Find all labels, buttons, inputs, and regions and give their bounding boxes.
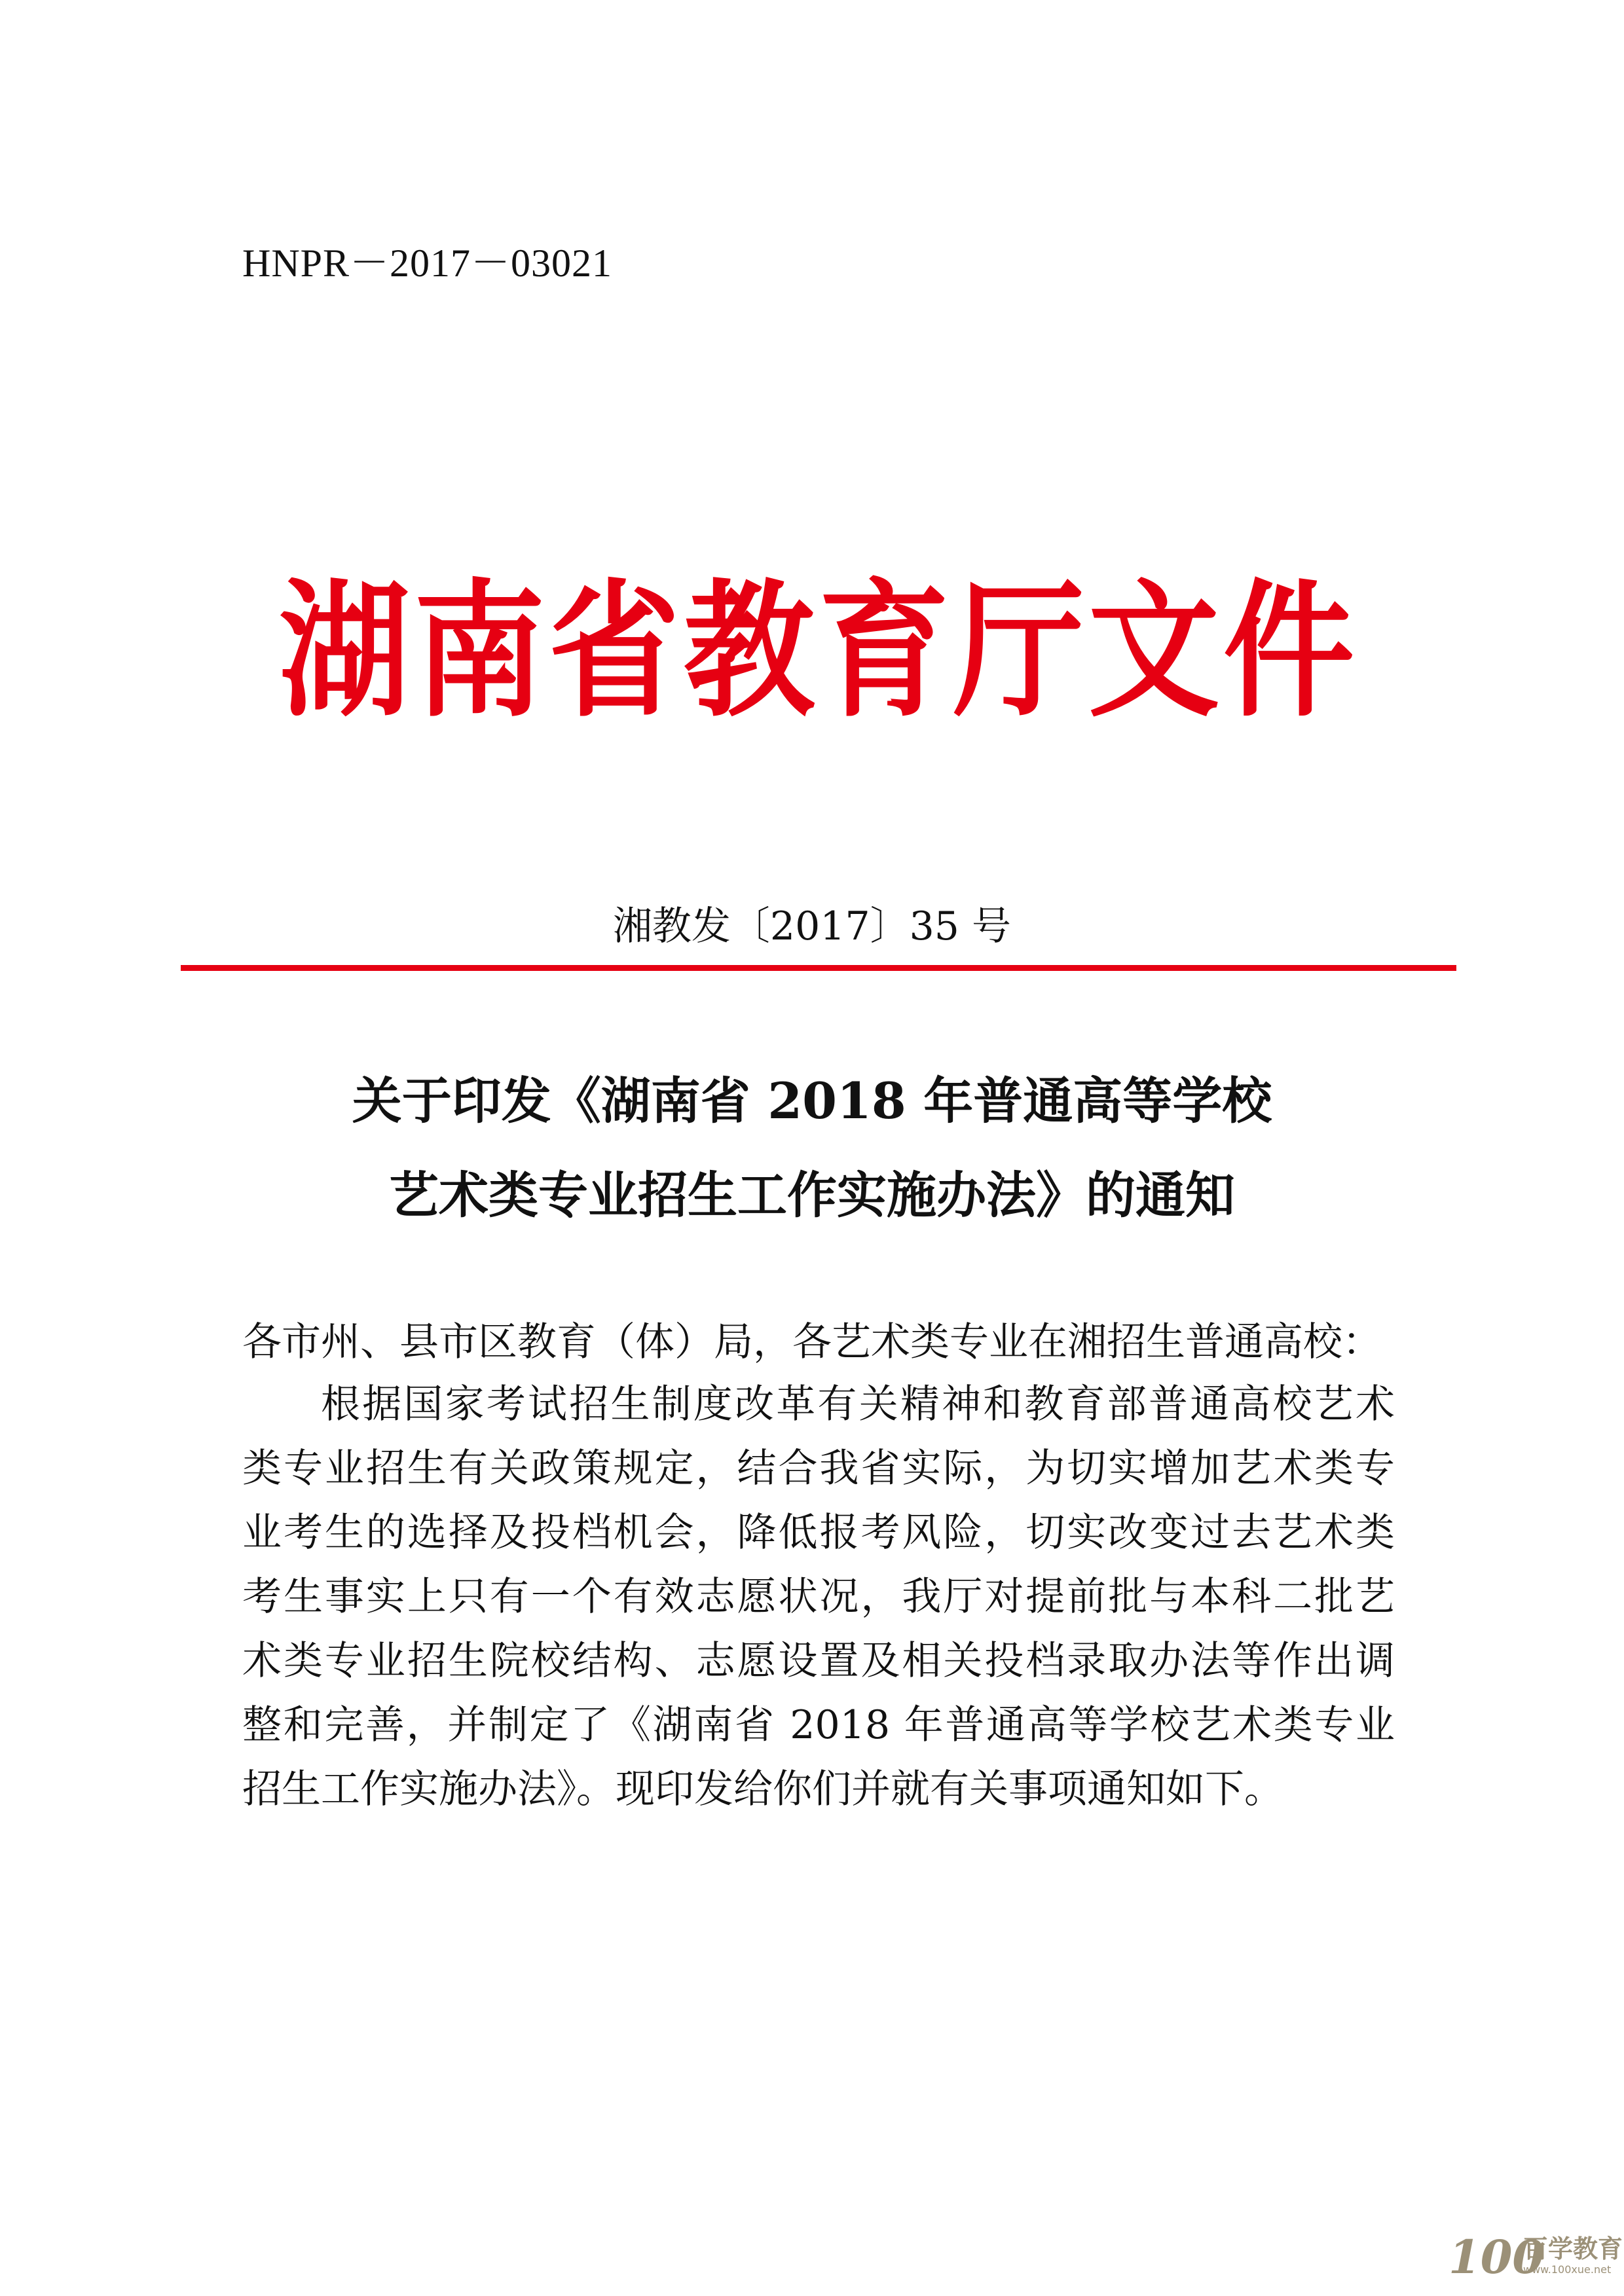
document-code: HNPR－2017－03021 <box>242 242 613 285</box>
body-text <box>242 1378 1395 1827</box>
body-line: 考生事实上只有一个有效志愿状况，我厅对提前批与本科二批艺 <box>242 1574 1395 1620</box>
document-title-line: 关于印发《湖南省 2018 年普通高等学校 <box>352 1072 1272 1130</box>
document-title-line: 艺术类专业招生工作实施办法》的通知 <box>389 1166 1235 1224</box>
document-number: 湘教发〔2017〕35 号 <box>612 903 1012 949</box>
red-divider-line <box>181 965 1456 971</box>
watermark-logo-text: 100 <box>1449 2230 1545 2284</box>
watermark-text <box>1523 2234 1623 2276</box>
body-line: 招生工作实施办法》。现印发给你们并就有关事项通知如下。 <box>242 1766 1283 1812</box>
watermark-logo-icon <box>1446 2226 1545 2285</box>
body-line: 业考生的选择及投档机会，降低报考风险，切实改变过去艺术类 <box>242 1510 1395 1556</box>
document-title <box>0 1054 1624 1243</box>
salutation: 各市州、县市区教育（体）局，各艺术类专业在湘招生普通高校： <box>242 1319 1382 1365</box>
body-line: 类专业招生有关政策规定，结合我省实际，为切实增加艺术类专 <box>242 1446 1395 1491</box>
body-line: 整和完善，并制定了《湖南省 2018 年普通高等学校艺术类专业 <box>242 1702 1395 1748</box>
watermark-url: www.100xue.net <box>1523 2263 1612 2276</box>
watermark-name: 百学教育 <box>1523 2234 1623 2263</box>
watermark <box>1446 2223 1623 2288</box>
body-line: 根据国家考试招生制度改革有关精神和教育部普通高校艺术 <box>321 1381 1395 1427</box>
masthead-title: 湖南省教育厅文件 <box>278 564 1358 738</box>
body-line: 术类专业招生院校结构、志愿设置及相关投档录取办法等作出调 <box>242 1638 1395 1684</box>
